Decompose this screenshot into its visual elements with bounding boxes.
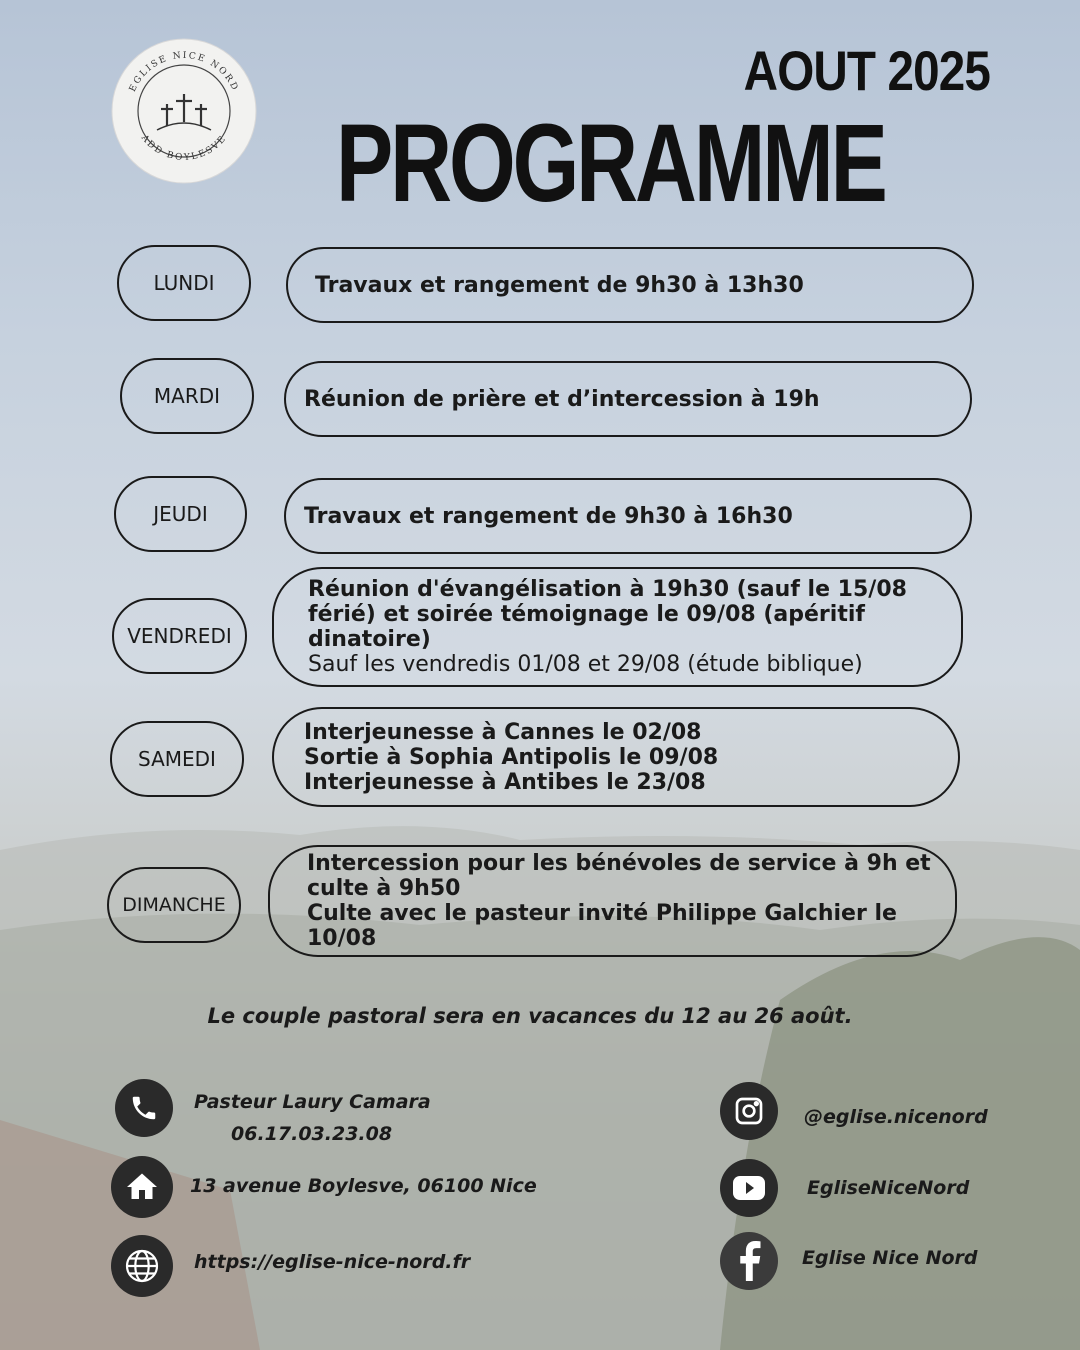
day-label-dimanche: DIMANCHE	[107, 867, 241, 943]
schedule-item-vendredi	[272, 567, 963, 687]
day-label-samedi: SAMEDI	[110, 721, 244, 797]
instagram-handle[interactable]: @eglise.nicenord	[804, 1106, 988, 1128]
schedule-subline: Sauf les vendredis 01/08 et 29/08 (étude biblique)	[308, 652, 863, 677]
instagram-icon	[720, 1082, 778, 1140]
youtube-channel[interactable]: EgliseNiceNord	[807, 1177, 970, 1199]
schedule-line: culte à 9h50	[307, 876, 461, 901]
svg-text:EGLISE NICE NORD: EGLISE NICE NORD	[127, 50, 241, 94]
schedule-line: Travaux et rangement de 9h30 à 16h30	[304, 503, 793, 529]
schedule-item-samedi	[272, 707, 960, 807]
schedule-line: Sortie à Sophia Antipolis le 09/08	[304, 744, 719, 770]
phone-number[interactable]: 06.17.03.23.08	[231, 1123, 393, 1145]
day-label-vendredi: VENDREDI	[112, 598, 247, 674]
facebook-page[interactable]: Eglise Nice Nord	[802, 1247, 978, 1269]
globe-icon	[111, 1235, 173, 1297]
pastor-name: Pasteur Laury Camara	[194, 1091, 431, 1113]
vacation-note: Le couple pastoral sera en vacances du 12 au 26 août.	[207, 1004, 853, 1028]
phone-icon	[115, 1079, 173, 1137]
schedule-item-lundi	[286, 247, 974, 323]
schedule-item-jeudi	[284, 478, 972, 554]
day-label-mardi: MARDI	[120, 358, 254, 434]
website-link[interactable]: https://eglise-nice-nord.fr	[194, 1251, 471, 1273]
schedule-line: Interjeunesse à Antibes le 23/08	[304, 769, 706, 795]
schedule-item-mardi	[284, 361, 972, 437]
youtube-icon	[720, 1159, 778, 1217]
facebook-icon	[720, 1232, 778, 1290]
schedule-line: Réunion de prière et d’intercession à 19h	[304, 386, 820, 412]
home-icon	[111, 1156, 173, 1218]
schedule-item-dimanche	[268, 845, 957, 957]
svg-text:ADD BOYLESVE: ADD BOYLESVE	[138, 133, 230, 164]
month-label: AOUT 2025	[743, 39, 990, 102]
schedule-line: férié) et soirée témoignage le 09/08 (apéritif	[308, 602, 865, 627]
address: 13 avenue Boylesve, 06100 Nice	[190, 1175, 537, 1197]
day-label-lundi: LUNDI	[117, 245, 251, 321]
schedule-line: Travaux et rangement de 9h30 à 13h30	[315, 272, 804, 298]
schedule-line: dinatoire)	[308, 627, 431, 652]
schedule-line: Intercession pour les bénévoles de service à 9h et	[307, 851, 931, 876]
schedule-line: Culte avec le pasteur invité Philippe Galchier le	[307, 901, 897, 926]
page-title: PROGRAMME	[336, 102, 885, 225]
schedule-line: Interjeunesse à Cannes le 02/08	[304, 719, 702, 745]
day-label-jeudi: JEUDI	[114, 476, 247, 552]
schedule-line: 10/08	[307, 926, 377, 951]
schedule-line: Réunion d'évangélisation à 19h30 (sauf le 15/08	[308, 577, 907, 602]
church-logo	[111, 38, 257, 184]
